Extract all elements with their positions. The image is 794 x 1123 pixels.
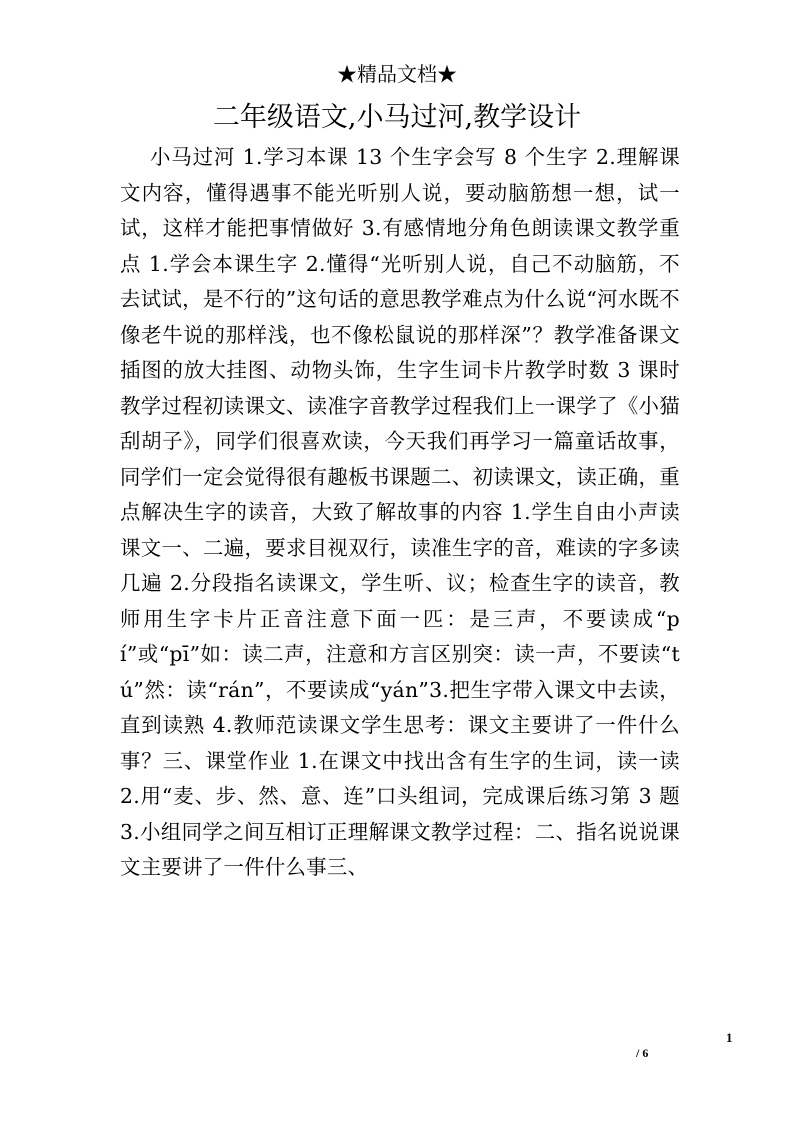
page-number: 1 bbox=[726, 1030, 733, 1045]
header-mark: ★精品文档★ bbox=[337, 62, 457, 86]
document-body: 小马过河 1.学习本课 13 个生字会写 8 个生字 2.理解课文内容，懂得遇事不能光听别人说，要动脑筋想一想，试一试，这样才能把事情做好 3.有感情地分角色朗读课文教学重点 1.学会本课生字 2.懂得“光听别人说，自己不动脑筋，不去试试，是不行的”这句话的意思教学难点为什么说“河水既不像老牛说的那样浅，也不像松鼠说的那样深”？教学准备课文插图的放大挂图、动物头饰，生字生词卡片教学时数 3 课时教学过程初读课文、读准字音教学过程我们上一课学了《小猫刮胡子》，同学们很喜欢读，今天我们再学习一篇童话故事，同学们一定会觉得很有趣板书课题二、初读课文，读正确，重点解决生字的读音，大致了解故事的内容 1.学生自由小声读课文一、二遍，要求目视双行，读准生字的音，难读的字多读几遍 2.分段指名读课文，学生听、议；检查生字的读音，教师用生字卡片正音注意下面一匹：是三声，不要读成“pí”或“pī”如：读二声，注意和方言区别突：读一声，不要读“tú”然：读“rán”，不要读成“yán”3.把生字带入课文中去读，直到读熟 4.教师范读课文学生思考：课文主要讲了一件什么事？三、课堂作业 1.在课文中找出含有生字的生词，读一读 2.用“麦、步、然、意、连”口头组词，完成课后练习第 3 题 3.小组同学之间互相订正理解课文教学过程：二、指名说说课文主要讲了一件什么事三、 bbox=[120, 145, 680, 879]
page-total: / 6 bbox=[636, 1046, 649, 1060]
document-title: 二年级语文,小马过河,教学设计 bbox=[212, 102, 582, 133]
